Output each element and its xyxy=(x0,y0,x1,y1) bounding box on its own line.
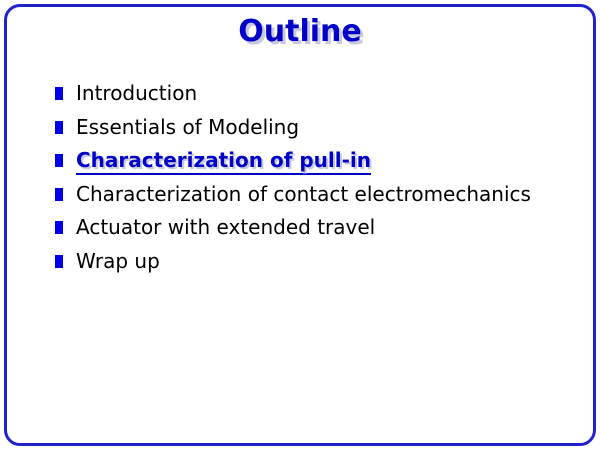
bullet-square-icon xyxy=(55,87,63,100)
list-item xyxy=(55,178,585,212)
list-item-label: Essentials of Modeling xyxy=(76,114,300,139)
list-item-label: Characterization of contact electromechanics xyxy=(76,181,531,206)
bullet-square-icon xyxy=(55,255,63,268)
list-item xyxy=(55,77,585,111)
list-item-label: Characterization of pull-in xyxy=(76,148,371,175)
bullet-square-icon xyxy=(55,188,63,201)
slide-title: Outline xyxy=(238,14,362,49)
bullet-square-icon xyxy=(55,221,63,234)
list-item-label: Wrap up xyxy=(76,248,160,273)
list-item-label: Introduction xyxy=(76,81,198,105)
outline-bullet-list xyxy=(55,77,585,278)
list-item-label: Actuator with extended travel xyxy=(76,215,376,239)
bullet-square-icon xyxy=(55,121,63,134)
bullet-square-icon xyxy=(55,154,63,167)
list-item xyxy=(55,211,585,245)
list-item xyxy=(55,111,585,145)
list-item xyxy=(55,245,585,279)
list-item xyxy=(55,144,585,178)
